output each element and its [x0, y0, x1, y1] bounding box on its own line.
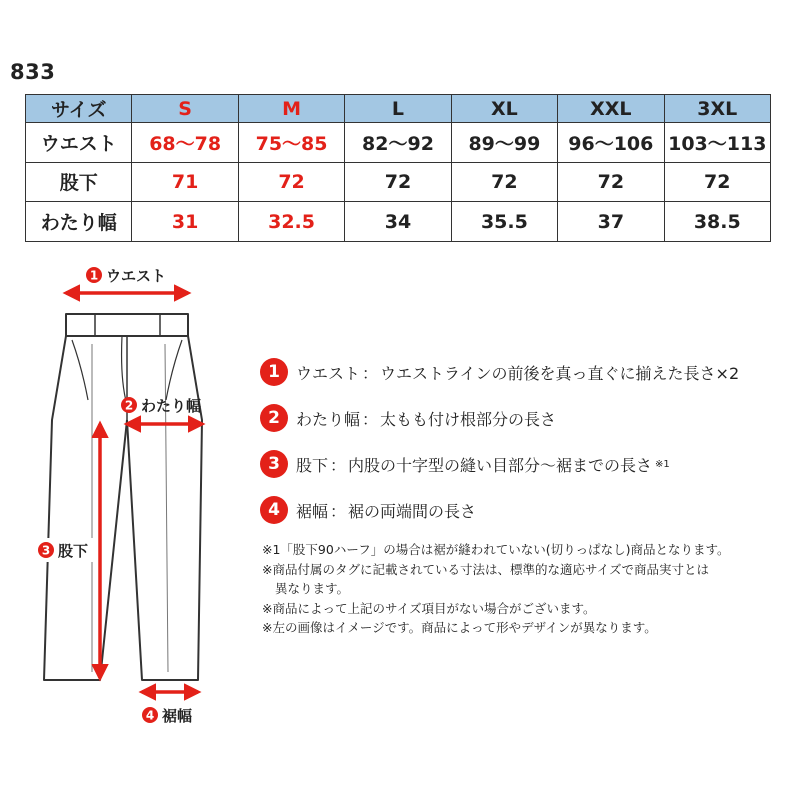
- legend-description: 裾の両端間の長さ: [348, 501, 477, 521]
- legend-item-inseam: [260, 449, 670, 479]
- header-size-xxl: XXL: [558, 95, 664, 123]
- thigh-label: [121, 397, 201, 415]
- table-cell: 32.5: [238, 202, 344, 242]
- note-line: 異なります。: [275, 581, 350, 596]
- legend-label: 股下: [296, 455, 329, 475]
- row-label: 股下: [26, 162, 132, 202]
- legend-footnote-ref: ※1: [655, 458, 670, 470]
- table-cell: 35.5: [451, 202, 557, 242]
- table-cell: 68〜78: [132, 123, 238, 163]
- legend-item-waist: [260, 357, 739, 387]
- header-size-xl: XL: [451, 95, 557, 123]
- table-row-thigh: [26, 202, 771, 242]
- hem-label: [142, 707, 192, 725]
- table-row-inseam: [26, 162, 771, 202]
- note-line: ※左の画像はイメージです。商品によって形やデザインが異なります。: [262, 620, 657, 635]
- table-row-waist: [26, 123, 771, 163]
- legend-description: ウエストラインの前後を真っ直ぐに揃えた長さ×2: [380, 363, 740, 383]
- inseam-label-text: 股下: [58, 542, 89, 560]
- table-cell: 72: [558, 162, 664, 202]
- hem-label-text: 裾幅: [162, 707, 193, 725]
- table-cell: 89〜99: [451, 123, 557, 163]
- row-label: わたり幅: [26, 202, 132, 242]
- legend-label: ウエスト: [296, 363, 361, 383]
- legend-number: 2: [260, 404, 288, 432]
- thigh-label-text: わたり幅: [141, 397, 202, 415]
- legend-number: 1: [260, 358, 288, 386]
- pants-outline: [41, 314, 202, 680]
- table-cell: 38.5: [664, 202, 770, 242]
- legend-label: 裾幅: [296, 501, 329, 521]
- legend-separator: ：: [330, 501, 347, 521]
- table-header-row: [26, 95, 771, 123]
- size-table: [25, 94, 771, 242]
- hem-label-num: 4: [145, 708, 155, 723]
- legend-number: 3: [260, 450, 288, 478]
- legend-label: わたり幅: [296, 409, 361, 429]
- note-line: ※商品によって上記のサイズ項目がない場合がございます。: [262, 600, 596, 616]
- note-line: ※商品付属のタグに記載されている寸法は、標準的な適応サイズで商品実寸とは: [262, 561, 709, 577]
- legend-number: 4: [260, 496, 288, 524]
- legend-item-hem: [260, 495, 476, 525]
- header-size-l: L: [345, 95, 451, 123]
- legend-description: 内股の十字型の縫い目部分〜裾までの長さ: [348, 455, 653, 475]
- table-cell: 96〜106: [558, 123, 664, 163]
- table-cell: 37: [558, 202, 664, 242]
- table-cell: 72: [345, 162, 451, 202]
- table-cell: 75〜85: [238, 123, 344, 163]
- table-cell: 31: [132, 202, 238, 242]
- table-cell: 103〜113: [664, 123, 770, 163]
- table-cell: 72: [451, 162, 557, 202]
- header-size-s: S: [132, 95, 238, 123]
- waist-label-num: 1: [89, 268, 99, 283]
- thigh-label-num: 2: [124, 398, 134, 413]
- note-line: ※1「股下90ハーフ」の場合は裾が縫われていない(切りっぱなし)商品となります。: [262, 542, 730, 557]
- table-cell: 71: [132, 162, 238, 202]
- pants-diagram: [0, 250, 250, 750]
- inseam-label-num: 3: [41, 543, 51, 558]
- model-number: 833: [10, 60, 56, 84]
- legend-separator: ：: [362, 363, 379, 383]
- header-size-3xl: 3XL: [664, 95, 770, 123]
- table-cell: 34: [345, 202, 451, 242]
- table-cell: 82〜92: [345, 123, 451, 163]
- inseam-label: [36, 538, 94, 562]
- waist-label-text: ウエスト: [106, 267, 167, 285]
- header-size-m: M: [238, 95, 344, 123]
- table-cell: 72: [238, 162, 344, 202]
- legend-separator: ：: [330, 455, 347, 475]
- header-size-label: サイズ: [26, 95, 132, 123]
- legend-item-thigh: [260, 403, 556, 433]
- waist-label: [86, 267, 166, 285]
- notes-section: [262, 540, 782, 638]
- legend-description: 太もも付け根部分の長さ: [380, 409, 557, 429]
- legend-separator: ：: [362, 409, 379, 429]
- table-cell: 72: [664, 162, 770, 202]
- row-label: ウエスト: [26, 123, 132, 163]
